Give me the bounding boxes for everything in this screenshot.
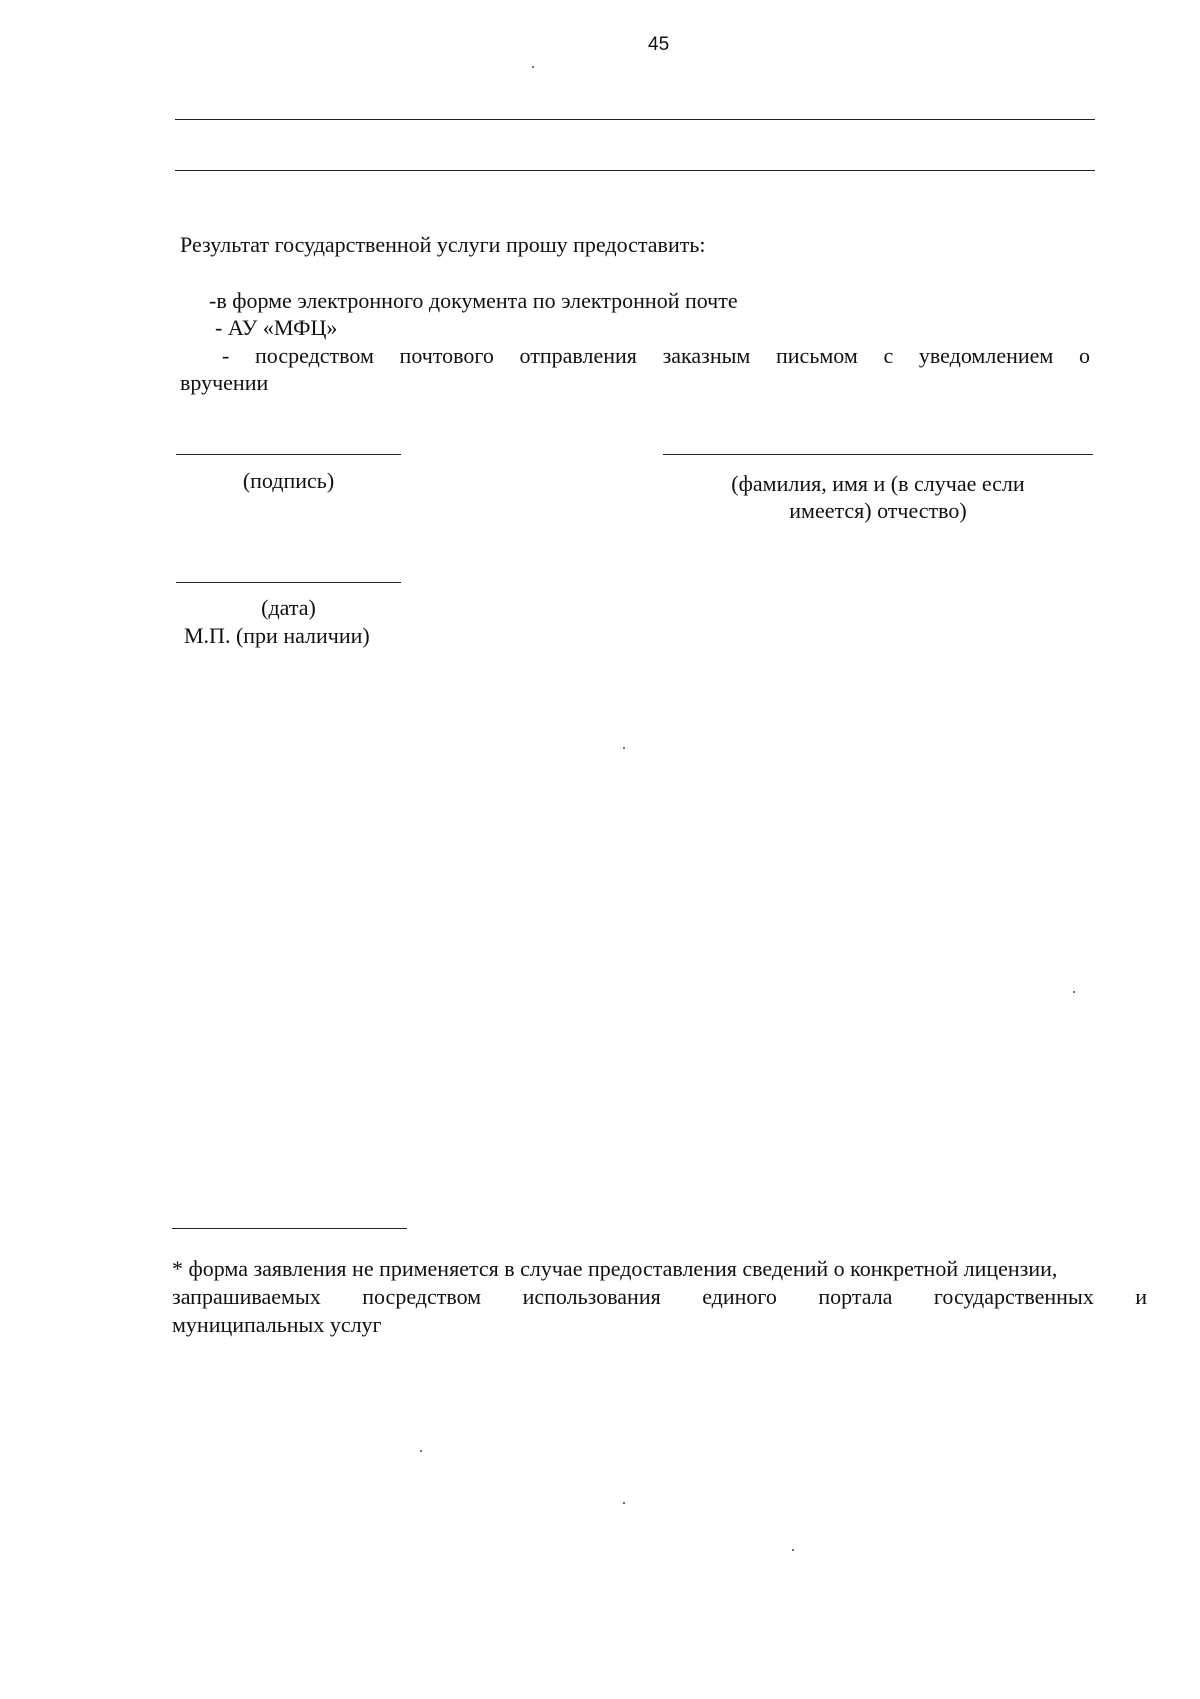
- signature-line: [176, 454, 401, 455]
- full-name-caption-line1: (фамилия, имя и (в случае если: [731, 471, 1025, 496]
- footnote-line-2: запрашиваемых посредством использования единого портала государственных и: [172, 1284, 1147, 1309]
- stamp-caption: М.П. (при наличии): [184, 623, 370, 648]
- scan-speck: [532, 66, 534, 68]
- scan-speck: [420, 1450, 422, 1452]
- option-post: - посредством почтового отправления заказным письмом с уведомлением о: [222, 343, 1090, 368]
- full-name-caption-line2: имеется) отчество): [789, 498, 967, 523]
- page-number: 45: [648, 34, 670, 55]
- footnote-line-1: * форма заявления не применяется в случае предоставления сведений о конкретной лицензии,: [172, 1256, 1058, 1281]
- date-line: [176, 582, 401, 583]
- date-caption: (дата): [261, 595, 316, 620]
- footnote-line-3: муниципальных услуг: [172, 1312, 382, 1337]
- option-mfc: - АУ «МФЦ»: [215, 315, 338, 340]
- signature-caption: (подпись): [242, 468, 335, 493]
- blank-line-1: [175, 119, 1095, 120]
- full-name-line: [663, 454, 1093, 455]
- scan-speck: [792, 1549, 794, 1551]
- scan-speck: [623, 1502, 625, 1504]
- footnote-separator: [172, 1228, 407, 1229]
- scan-speck: [1073, 991, 1075, 993]
- blank-line-2: [175, 170, 1095, 171]
- option-post-continuation: вручении: [180, 370, 269, 395]
- option-email: -в форме электронного документа по электронной почте: [209, 288, 738, 313]
- scan-speck: [623, 747, 625, 749]
- result-intro: Результат государственной услуги прошу предоставить:: [180, 232, 706, 257]
